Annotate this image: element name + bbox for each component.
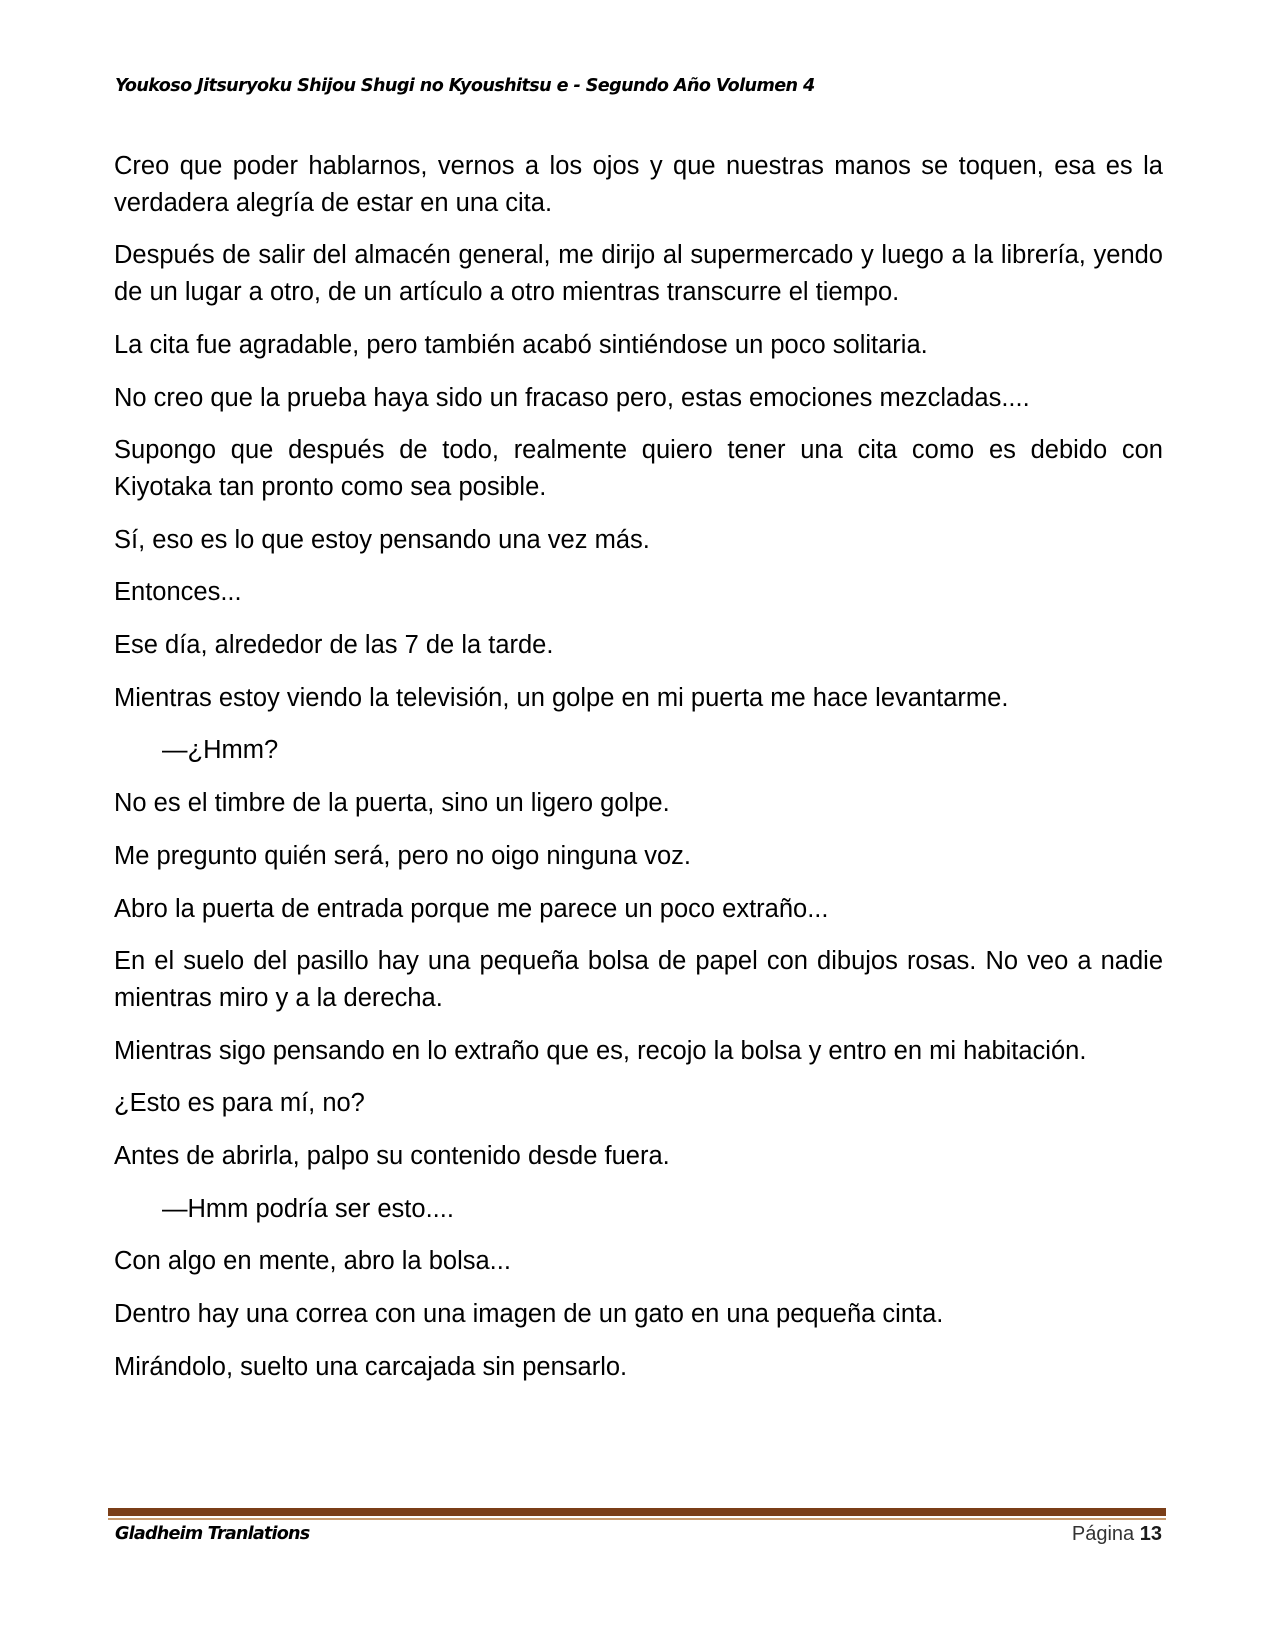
paragraph: Supongo que después de todo, realmente quiero tener una cita como es debido con Kiyotaka tan pronto como sea posible.: [114, 436, 1163, 501]
paragraph: No es el timbre de la puerta, sino un ligero golpe.: [114, 789, 670, 818]
paragraph: Sí, eso es lo que estoy pensando una vez más.: [114, 525, 650, 554]
paragraph: Después de salir del almacén general, me dirijo al supermercado y luego a la librería, yendo de un lugar a otro, de un artículo a otro mientras transcurre el tiempo.: [114, 241, 1163, 307]
paragraph: Dentro hay una correa con una imagen de un gato en una pequeña cinta.: [114, 1300, 944, 1329]
footer-page-indicator: [1072, 1521, 1162, 1547]
paragraph: Me pregunto quién será, pero no oigo ninguna voz.: [114, 841, 691, 870]
footer-divider: [108, 1508, 1166, 1520]
page-number: 13: [1139, 1523, 1162, 1545]
paragraph: Entonces...: [114, 578, 242, 607]
page-label: Página: [1071, 1523, 1135, 1545]
dialogue-paragraph: —Hmm podría ser esto....: [162, 1194, 454, 1223]
paragraph: Mientras sigo pensando en lo extraño que es, recojo la bolsa y entro en mi habitación.: [114, 1036, 1087, 1065]
paragraph: Antes de abrirla, palpo su contenido desde fuera.: [114, 1142, 670, 1171]
paragraph: Ese día, alrededor de las 7 de la tarde.: [114, 631, 554, 660]
footer-divider-thin-line: [108, 1518, 1166, 1520]
paragraph: Mirándolo, suelto una carcajada sin pensarlo.: [114, 1352, 628, 1381]
footer-translator-credit: Gladheim Tranlations: [115, 1524, 310, 1544]
dialogue-paragraph: —¿Hmm?: [162, 736, 279, 765]
paragraph: En el suelo del pasillo hay una pequeña bolsa de papel con dibujos rosas. No veo a nadie mientras miro y a la derecha.: [114, 947, 1163, 1012]
paragraph: No creo que la prueba haya sido un fracaso pero, estas emociones mezcladas....: [114, 383, 1030, 412]
paragraph: Mientras estoy viendo la televisión, un golpe en mi puerta me hace levantarme.: [114, 683, 1009, 712]
footer-divider-thick-line: [108, 1508, 1166, 1516]
paragraph: Creo que poder hablarnos, vernos a los ojos y que nuestras manos se toquen, esa es la verdadera alegría de estar en una cita.: [114, 152, 1163, 217]
paragraph: Abro la puerta de entrada porque me parece un poco extraño...: [114, 894, 829, 923]
page-body: [114, 148, 1163, 1402]
paragraph: Con algo en mente, abro la bolsa...: [114, 1247, 511, 1276]
running-header-title: Youkoso Jitsuryoku Shijou Shugi no Kyoushitsu e - Segundo Año Volumen 4: [115, 76, 815, 96]
paragraph: ¿Esto es para mí, no?: [114, 1089, 365, 1118]
paragraph: La cita fue agradable, pero también acabó sintiéndose un poco solitaria.: [114, 330, 928, 359]
